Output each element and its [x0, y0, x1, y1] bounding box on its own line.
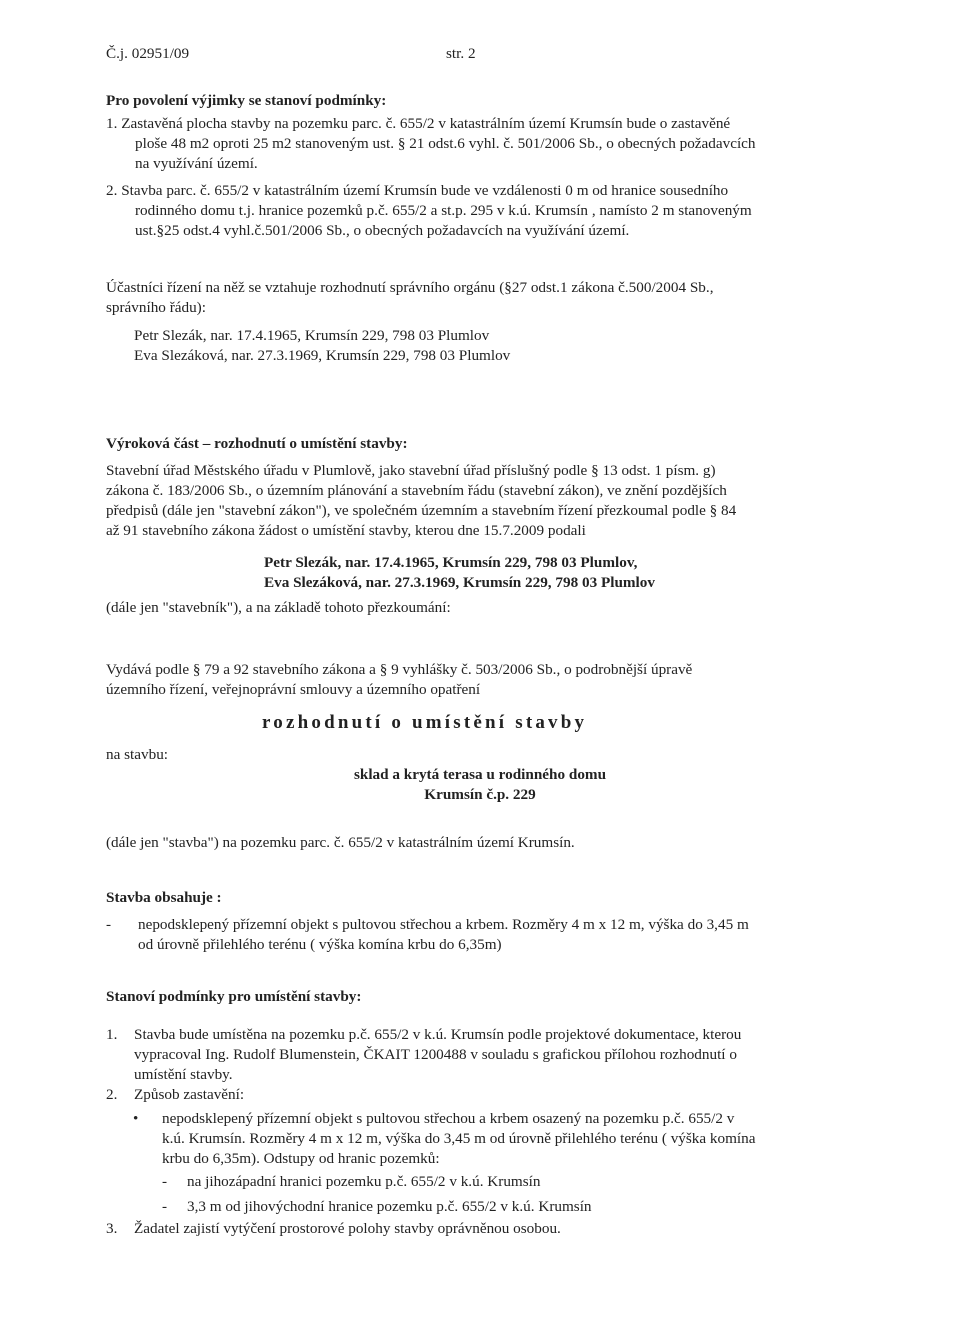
condition-1-line: umístění stavby.	[134, 1066, 233, 1083]
builder-note: (dále jen "stavebník"), a na základě tohoto přezkoumání:	[106, 599, 451, 616]
condition-3: Žadatel zajistí vytýčení prostorové polohy stavby oprávněnou osobou.	[134, 1220, 561, 1237]
contents-item	[138, 915, 848, 955]
bullet-icon: •	[133, 1110, 139, 1127]
participants-intro	[106, 278, 848, 318]
applicant-item: Petr Slezák, nar. 17.4.1965, Krumsín 229, 798 03 Plumlov,	[264, 554, 638, 571]
verdict-line: až 91 stavebního zákona žádost o umístění stavby, kterou dne 15.7.2009 podali	[106, 522, 586, 539]
page-number: str. 2	[446, 45, 476, 62]
verdict-line: zákona č. 183/2006 Sb., o územním plánování a stavebním řádu (stavební zákon), ve znění pozdějších	[106, 482, 727, 499]
condition-2-bullet	[162, 1109, 848, 1169]
condition-2-bullet-line: nepodsklepený přízemní objekt s pultovou střechou a krbem osazený na pozemku p.č. 655/2 v	[162, 1110, 735, 1127]
exception-item-2-line: rodinného domu t.j. hranice pozemků p.č. 655/2 a st.p. 295 v k.ú. Krumsín , namísto 2 m stanoveným	[135, 202, 752, 219]
contents-line: od úrovně přilehlého terénu ( výška komína krbu do 6,35m)	[138, 936, 502, 953]
distance-dash: -	[162, 1173, 168, 1190]
condition-3-number: 3.	[106, 1220, 118, 1237]
verdict-paragraph	[106, 461, 848, 541]
exception-item-2	[106, 181, 848, 241]
contents-line: nepodsklepený přízemní objekt s pultovou střechou a krbem. Rozměry 4 m x 12 m, výška do 3,45 m	[138, 916, 749, 933]
distance-dash: -	[162, 1198, 168, 1215]
building-name: sklad a krytá terasa u rodinného domu	[353, 766, 607, 783]
condition-2-number: 2.	[106, 1086, 118, 1103]
applicant-list	[264, 553, 655, 593]
participant-list	[134, 326, 510, 366]
exception-item-2-line: ust.§25 odst.4 vyhl.č.501/2006 Sb., o obecných požadavcích na využívání území.	[135, 222, 630, 239]
on-building-label: na stavbu:	[106, 746, 169, 763]
condition-2-bullet-line: krbu do 6,35m). Odstupy od hranic pozemků:	[162, 1150, 440, 1167]
applicant-item: Eva Slezáková, nar. 27.3.1969, Krumsín 229, 798 03 Plumlov	[264, 574, 655, 591]
exception-item-1-line: ploše 48 m2 oproti 25 m2 stanoveným ust. § 21 odst.6 vyhl. č. 501/2006 Sb., o obecných požadavcích	[135, 135, 756, 152]
condition-1-line: vypracoval Ing. Rudolf Blumenstein, ČKAIT 1200488 v souladu s grafickou přílohou rozhodnutí o	[134, 1046, 737, 1063]
building-note: (dále jen "stavba") na pozemku parc. č. 655/2 v katastrálním území Krumsín.	[106, 834, 575, 851]
condition-1-line: Stavba bude umístěna na pozemku p.č. 655/2 v k.ú. Krumsín podle projektové dokumentace, kterou	[134, 1026, 742, 1043]
contents-dash: -	[106, 916, 112, 933]
exception-item-1-line: 1. Zastavěná plocha stavby na pozemku parc. č. 655/2 v katastrálním území Krumsín bude o zastavěné	[106, 115, 731, 132]
distance-item: na jihozápadní hranici pozemku p.č. 655/2 v k.ú. Krumsín	[187, 1173, 541, 1190]
participants-intro-line: správního řádu):	[106, 299, 206, 316]
building-description	[300, 765, 660, 805]
verdict-heading: Výroková část – rozhodnutí o umístění stavby:	[106, 435, 408, 452]
building-place: Krumsín č.p. 229	[424, 786, 536, 803]
condition-1-number: 1.	[106, 1026, 118, 1043]
contents-heading: Stavba obsahuje :	[106, 889, 222, 906]
verdict-line: předpisů (dále jen "stavební zákon"), ve společném územním a stavebním řízení přezkoumal podle § 84	[106, 502, 737, 519]
reference-number: Č.j. 02951/09	[106, 45, 190, 62]
issues-line: Vydává podle § 79 a 92 stavebního zákona a § 9 vyhlášky č. 503/2006 Sb., o podrobnější úpravě	[106, 661, 693, 678]
condition-1	[134, 1025, 848, 1085]
exception-heading: Pro povolení výjimky se stanoví podmínky:	[106, 92, 387, 109]
issues-paragraph	[106, 660, 848, 700]
decision-title: rozhodnutí o umístění stavby	[262, 712, 588, 733]
condition-2-bullet-line: k.ú. Krumsín. Rozměry 4 m x 12 m, výška do 3,45 m od úrovně přilehlého terénu ( výška komína	[162, 1130, 756, 1147]
conditions-heading: Stanoví podmínky pro umístění stavby:	[106, 988, 362, 1005]
exception-item-1-line: na využívání území.	[135, 155, 258, 172]
verdict-line: Stavební úřad Městského úřadu v Plumlově, jako stavební úřad příslušný podle § 13 odst. 1 písm. g)	[106, 462, 716, 479]
exception-item-1	[106, 114, 848, 174]
issues-line: územního řízení, veřejnoprávní smlouvy a územního opatření	[106, 681, 481, 698]
participant-item: Petr Slezák, nar. 17.4.1965, Krumsín 229, 798 03 Plumlov	[134, 327, 490, 344]
exception-item-2-line: 2. Stavba parc. č. 655/2 v katastrálním území Krumsín bude ve vzdálenosti 0 m od hranice sousedního	[106, 182, 729, 199]
condition-2: Způsob zastavění:	[134, 1086, 245, 1103]
participants-intro-line: Účastníci řízení na něž se vztahuje rozhodnutí správního orgánu (§27 odst.1 zákona č.500/2004 Sb.,	[106, 279, 714, 296]
participant-item: Eva Slezáková, nar. 27.3.1969, Krumsín 229, 798 03 Plumlov	[134, 347, 511, 364]
distance-item: 3,3 m od jihovýchodní hranice pozemku p.č. 655/2 v k.ú. Krumsín	[187, 1198, 592, 1215]
